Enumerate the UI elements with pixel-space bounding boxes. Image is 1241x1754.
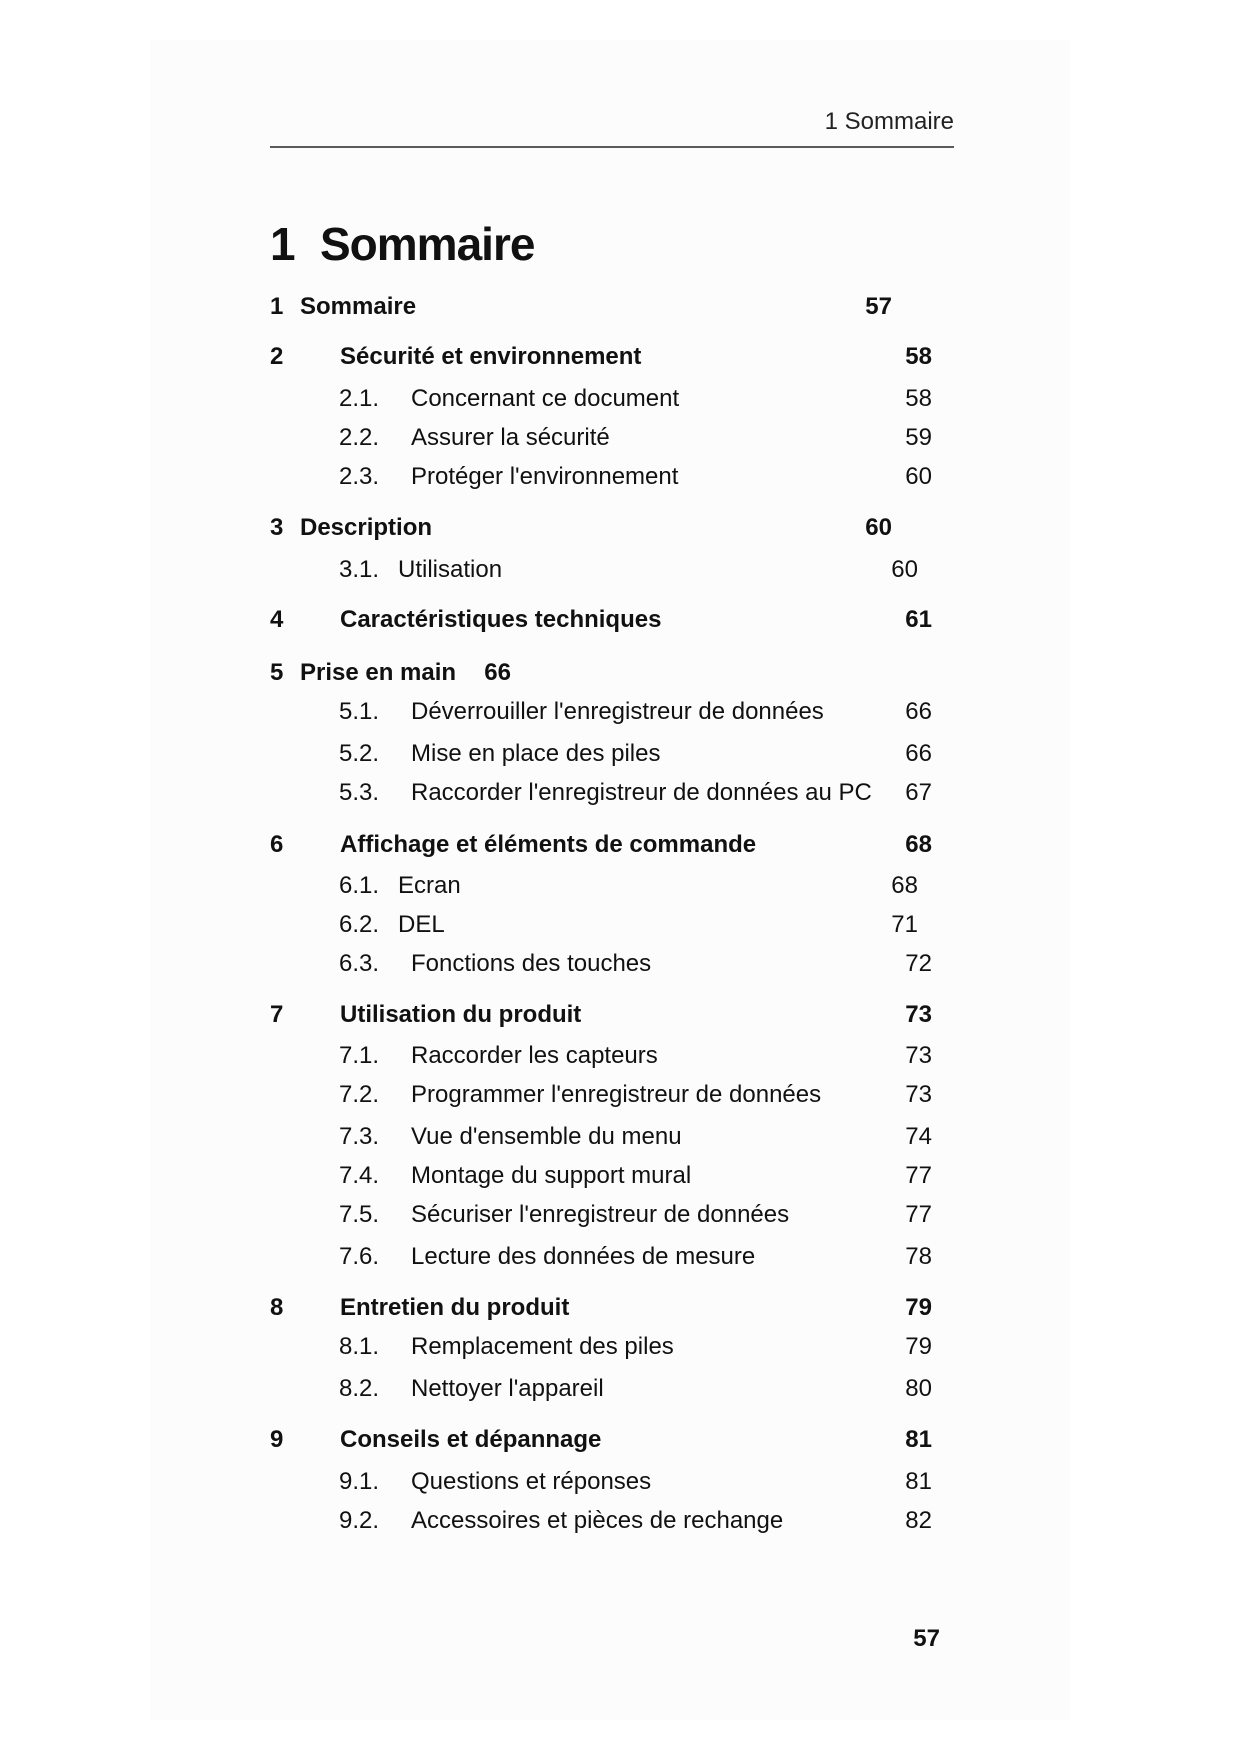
- toc-section-row: [0, 1504, 1241, 1538]
- toc-section-row: [0, 1372, 1241, 1406]
- toc-entry-title: Affichage et éléments de commande: [340, 831, 757, 858]
- toc-entry-page: 60: [865, 514, 892, 541]
- toc-entry-page: 73: [905, 1081, 932, 1108]
- toc-entry-number: 8.1.: [339, 1333, 380, 1360]
- toc-entry-number: 5: [270, 659, 284, 686]
- toc-entry-page: 60: [905, 463, 932, 490]
- toc-entry-title: Assurer la sécurité: [411, 424, 610, 451]
- toc-entry-number: 4: [270, 606, 284, 633]
- toc-entry-page: 68: [905, 831, 932, 858]
- toc-entry-number: 3.1.: [339, 556, 380, 583]
- toc-section-row: [0, 421, 1241, 455]
- toc-entry-page: 66: [905, 698, 932, 725]
- page-title: [270, 214, 534, 274]
- toc-section-row: [0, 1330, 1241, 1364]
- toc-entry-title: Raccorder les capteurs: [411, 1042, 658, 1069]
- toc-entry-page: 78: [905, 1243, 932, 1270]
- toc-section-row: [0, 1039, 1241, 1073]
- page-number: 57: [913, 1625, 940, 1652]
- toc-entry-title: Caractéristiques techniques: [340, 606, 662, 633]
- toc-section-row: [0, 382, 1241, 416]
- toc-entry-title: Accessoires et pièces de rechange: [411, 1507, 784, 1534]
- toc-entry-page: 71: [891, 911, 918, 938]
- toc-entry-number: 9.1.: [339, 1468, 380, 1495]
- toc-entry-page: 66: [484, 659, 511, 686]
- toc-entry-number: 2.3.: [339, 463, 380, 490]
- toc-entry-number: 9: [270, 1426, 284, 1453]
- toc-entry-page: 81: [905, 1468, 932, 1495]
- toc-entry-page: 67: [905, 779, 932, 806]
- toc-entry-page: 57: [865, 293, 892, 320]
- toc-entry-title: Fonctions des touches: [411, 950, 652, 977]
- toc-entry-title: Protéger l'environnement: [411, 463, 679, 490]
- toc-entry-page: 66: [905, 740, 932, 767]
- toc-entry-page: 68: [891, 872, 918, 899]
- toc-section-row: [0, 695, 1241, 729]
- toc-entry-page: 77: [905, 1201, 932, 1228]
- toc-entry-title: Nettoyer l'appareil: [411, 1375, 604, 1402]
- toc-entry-number: 6: [270, 831, 284, 858]
- toc-entry-page: 58: [905, 343, 932, 370]
- toc-entry-title: Sommaire: [300, 293, 417, 320]
- toc-entry-number: 7.3.: [339, 1123, 380, 1150]
- toc-entry-title: Conseils et dépannage: [340, 1426, 602, 1453]
- toc-entry-page: 59: [905, 424, 932, 451]
- toc-entry-number: 6.2.: [339, 911, 380, 938]
- toc-entry-page: 74: [905, 1123, 932, 1150]
- toc-entry-page: 60: [891, 556, 918, 583]
- toc-entry-number: 5.2.: [339, 740, 380, 767]
- toc-section-row: [0, 460, 1241, 494]
- page-title-number: 1: [270, 218, 295, 270]
- toc-section-row: [0, 908, 1241, 942]
- toc-entry-title: DEL: [398, 911, 445, 938]
- toc-section-row: [0, 1159, 1241, 1193]
- toc-entry-title: Utilisation: [398, 556, 503, 583]
- toc-chapter-row: [0, 998, 1241, 1032]
- toc-entry-number: 5.3.: [339, 779, 380, 806]
- toc-section-row: [0, 553, 1241, 587]
- toc-entry-title: Questions et réponses: [411, 1468, 652, 1495]
- toc-chapter-row: [0, 828, 1241, 862]
- toc-chapter-row: [0, 1423, 1241, 1457]
- toc-entry-number: 9.2.: [339, 1507, 380, 1534]
- toc-section-row: [0, 869, 1241, 903]
- toc-section-row: [0, 737, 1241, 771]
- toc-entry-page: 80: [905, 1375, 932, 1402]
- toc-entry-title: Programmer l'enregistreur de données: [411, 1081, 822, 1108]
- toc-entry-title: Déverrouiller l'enregistreur de données: [411, 698, 824, 725]
- toc-entry-number: 7.6.: [339, 1243, 380, 1270]
- toc-entry-number: 7.1.: [339, 1042, 380, 1069]
- toc-section-row: [0, 1120, 1241, 1154]
- toc-entry-page: 77: [905, 1162, 932, 1189]
- toc-section-row: [0, 1465, 1241, 1499]
- toc-entry-number: 7.2.: [339, 1081, 380, 1108]
- toc-entry-number: 2: [270, 343, 284, 370]
- toc-entry-number: 6.3.: [339, 950, 380, 977]
- toc-section-row: [0, 1198, 1241, 1232]
- toc-entry-number: 7.5.: [339, 1201, 380, 1228]
- toc-entry-title: Sécurité et environnement: [340, 343, 642, 370]
- toc-entry-number: 7.4.: [339, 1162, 380, 1189]
- toc-entry-title: Utilisation du produit: [340, 1001, 582, 1028]
- toc-chapter-row: [0, 656, 1241, 690]
- toc-entry-title: Concernant ce document: [411, 385, 680, 412]
- page-title-text: Sommaire: [320, 218, 535, 270]
- toc-chapter-row: [0, 603, 1241, 637]
- toc-entry-page: 61: [905, 606, 932, 633]
- toc-entry-number: 8.2.: [339, 1375, 380, 1402]
- toc-entry-number: 7: [270, 1001, 284, 1028]
- running-head: 1 Sommaire: [270, 102, 954, 148]
- toc-section-row: [0, 1240, 1241, 1274]
- toc-entry-title: Remplacement des piles: [411, 1333, 674, 1360]
- toc-entry-title: Mise en place des piles: [411, 740, 661, 767]
- toc-entry-title: Lecture des données de mesure: [411, 1243, 756, 1270]
- toc-entry-page: 72: [905, 950, 932, 977]
- toc-entry-title: Entretien du produit: [340, 1294, 570, 1321]
- toc-section-row: [0, 947, 1241, 981]
- toc-chapter-row: [0, 511, 1241, 545]
- toc-entry-page: 79: [905, 1333, 932, 1360]
- toc-entry-title: Ecran: [398, 872, 461, 899]
- toc-chapter-row: [0, 290, 1241, 324]
- toc-entry-title: Description: [300, 514, 433, 541]
- toc-entry-number: 8: [270, 1294, 284, 1321]
- toc-entry-number: 6.1.: [339, 872, 380, 899]
- toc-section-row: [0, 776, 1241, 810]
- toc-section-row: [0, 1078, 1241, 1112]
- toc-entry-page: 79: [905, 1294, 932, 1321]
- toc-entry-title: Montage du support mural: [411, 1162, 692, 1189]
- toc-entry-number: 2.2.: [339, 424, 380, 451]
- toc-entry-title: Sécuriser l'enregistreur de données: [411, 1201, 790, 1228]
- toc-entry-title: Prise en main: [300, 659, 457, 686]
- toc-entry-number: 5.1.: [339, 698, 380, 725]
- toc-chapter-row: [0, 340, 1241, 374]
- toc-entry-number: 1: [270, 293, 284, 320]
- toc-entry-number: 2.1.: [339, 385, 380, 412]
- toc-entry-number: 3: [270, 514, 284, 541]
- toc-entry-title: Vue d'ensemble du menu: [411, 1123, 682, 1150]
- toc-entry-page: 58: [905, 385, 932, 412]
- toc-chapter-row: [0, 1291, 1241, 1325]
- toc-entry-title: Raccorder l'enregistreur de données au PC: [411, 779, 872, 806]
- toc-entry-page: 73: [905, 1001, 932, 1028]
- toc-entry-page: 81: [905, 1426, 932, 1453]
- toc-entry-page: 73: [905, 1042, 932, 1069]
- toc-entry-page: 82: [905, 1507, 932, 1534]
